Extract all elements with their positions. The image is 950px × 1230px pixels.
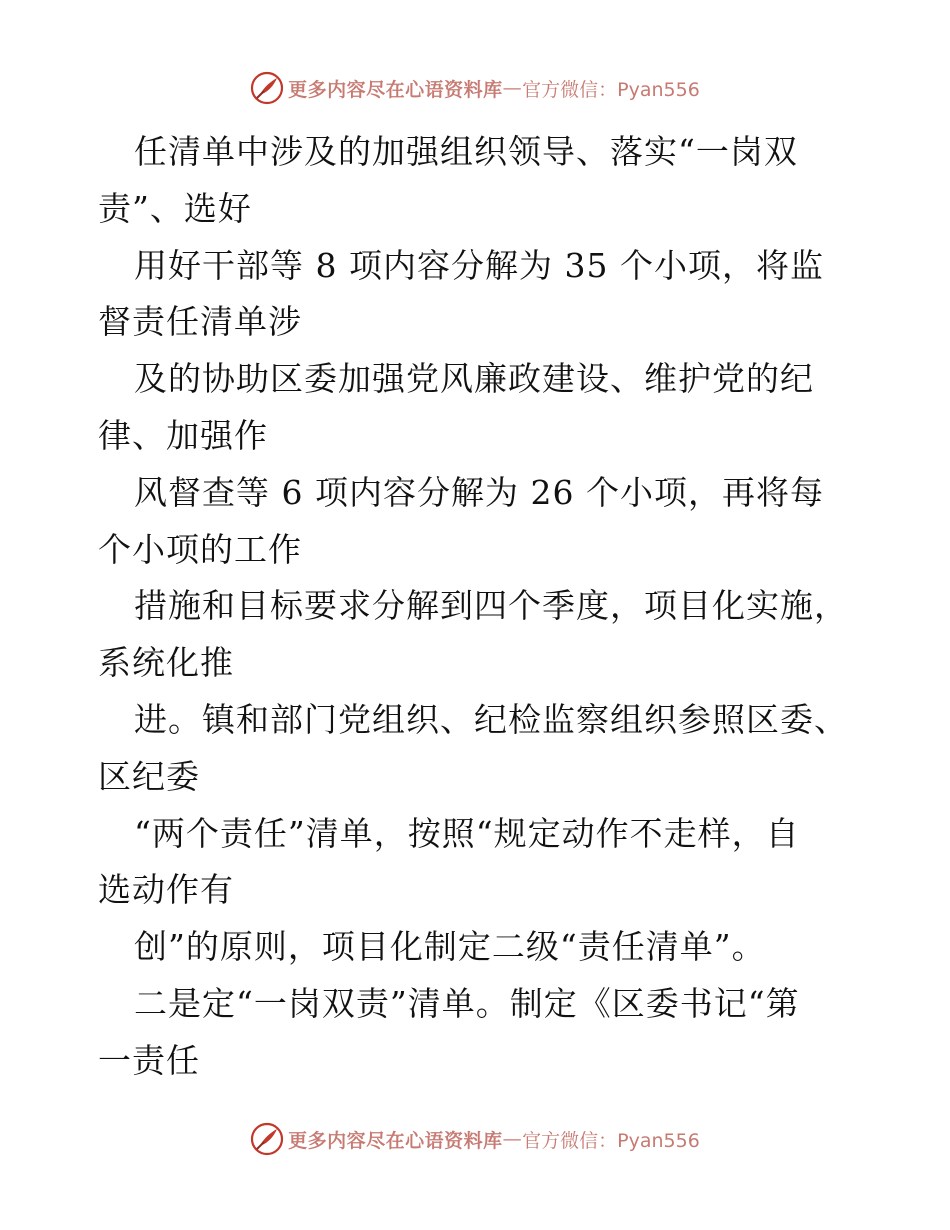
feather-quill-icon bbox=[250, 71, 284, 105]
watermark-wechat-text: 官方微信：Pyan556 bbox=[522, 1129, 700, 1152]
header-watermark bbox=[0, 68, 950, 108]
footer-watermark bbox=[0, 1119, 950, 1159]
watermark-separator: — bbox=[502, 77, 523, 99]
watermark-brand-text: 更多内容尽在心语资料库 bbox=[288, 78, 503, 101]
feather-quill-icon bbox=[250, 1122, 284, 1156]
text-line: 进。镇和部门党组织、纪检监察组织参照区委、 bbox=[134, 699, 848, 739]
text-line: 及的协助区委加强党风廉政建设、维护党的纪 bbox=[134, 359, 814, 399]
text-line: 用好干部等 8 项内容分解为 35 个小项，将监 bbox=[134, 245, 824, 285]
text-line: 个小项的工作 bbox=[98, 529, 302, 569]
text-line: 风督查等 6 项内容分解为 26 个小项，再将每 bbox=[134, 472, 824, 512]
watermark-wechat-text: 官方微信：Pyan556 bbox=[522, 78, 700, 101]
text-line: 责”、选好 bbox=[98, 188, 252, 228]
text-line: 创”的原则，项目化制定二级“责任清单”。 bbox=[134, 927, 766, 967]
text-line: 一责任 bbox=[98, 1040, 200, 1080]
text-line: 二是定“一岗双责”清单。制定《区委书记“第 bbox=[134, 983, 800, 1023]
watermark-brand-text: 更多内容尽在心语资料库 bbox=[288, 1129, 503, 1152]
text-line: 系统化推 bbox=[98, 643, 234, 683]
text-line: 督责任清单涉 bbox=[98, 302, 302, 342]
document-body bbox=[98, 124, 858, 1090]
watermark-separator: — bbox=[502, 1128, 523, 1150]
text-line: “两个责任”清单，按照“规定动作不走样，自 bbox=[134, 813, 800, 853]
text-line: 区纪委 bbox=[98, 756, 200, 796]
text-line: 律、加强作 bbox=[98, 415, 268, 455]
text-line: 措施和目标要求分解到四个季度，项目化实施， bbox=[134, 586, 848, 626]
text-line: 任清单中涉及的加强组织领导、落实“一岗双 bbox=[134, 132, 798, 171]
text-line: 选动作有 bbox=[98, 870, 234, 910]
